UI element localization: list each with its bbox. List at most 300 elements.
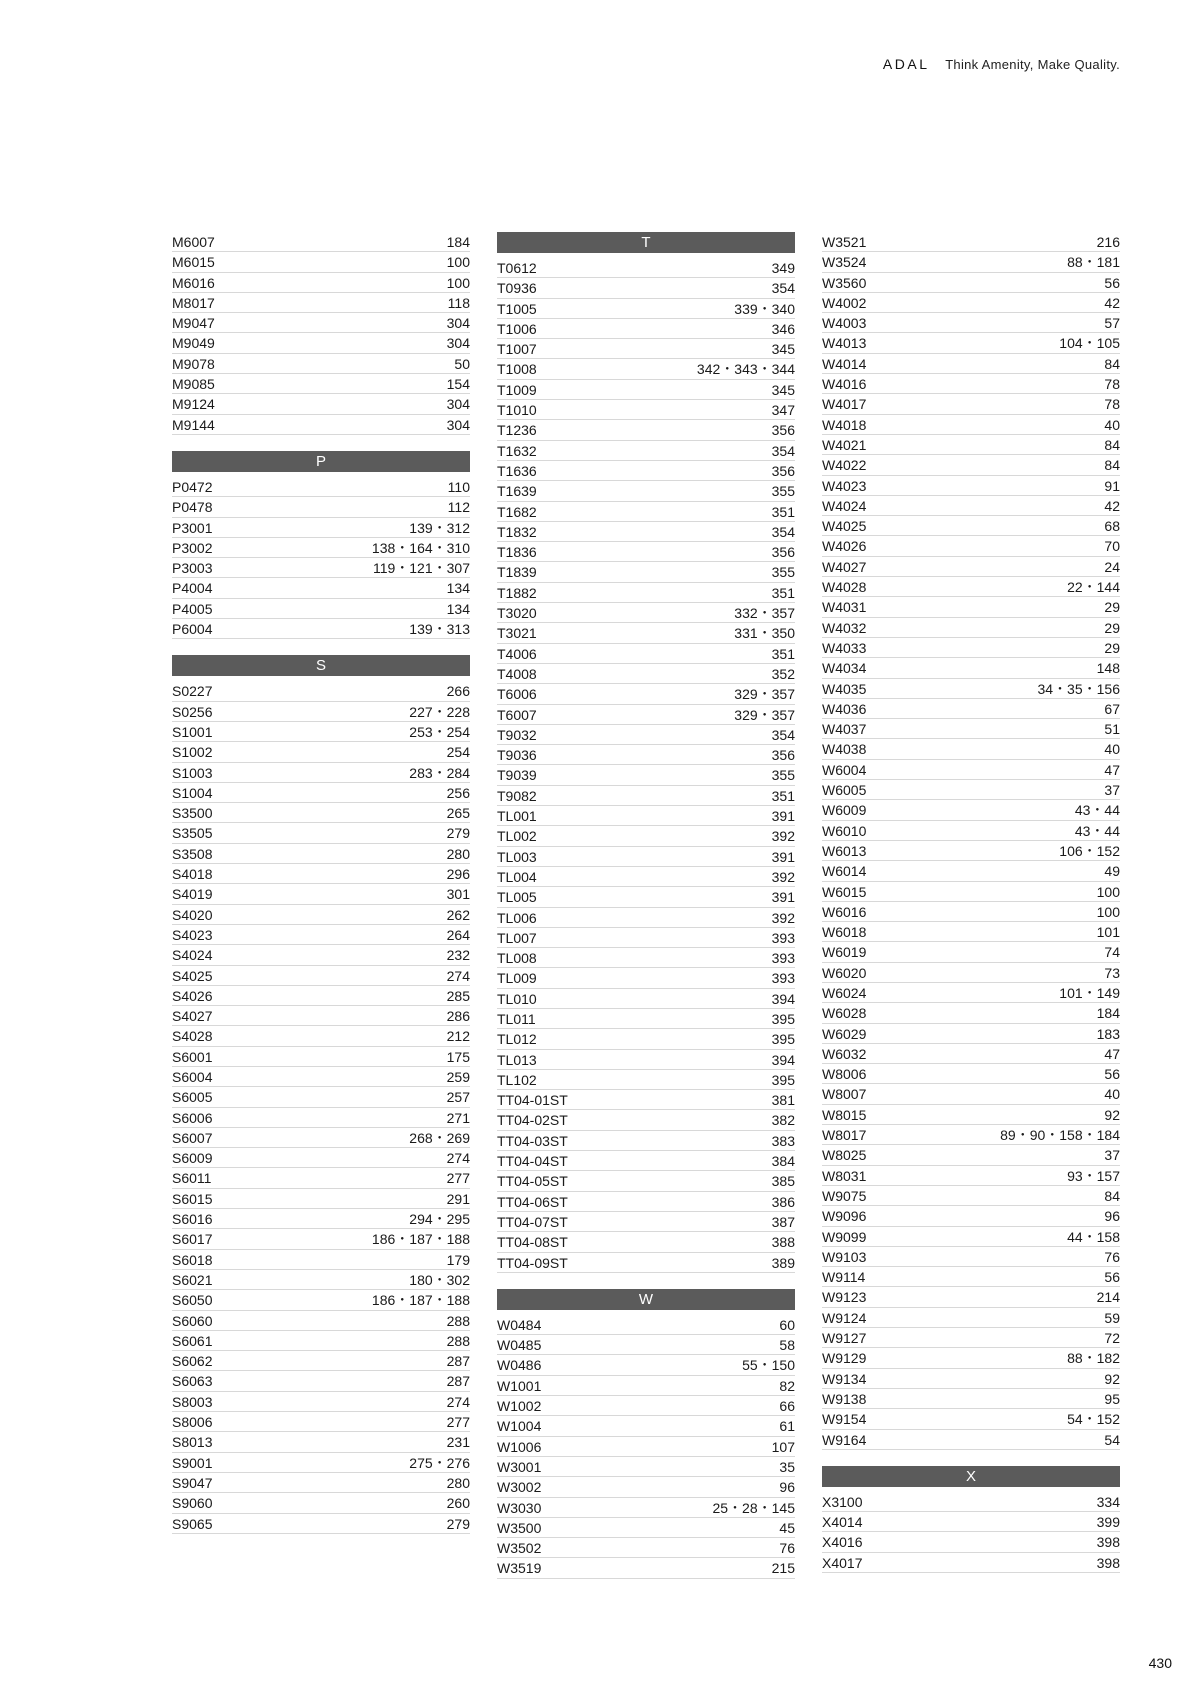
page-references: 138・164・310 [371,539,470,556]
product-code: W6019 [822,944,867,961]
index-row [172,415,470,435]
page-references: 57 [1104,315,1120,332]
product-code: W3521 [822,234,867,250]
page-references: 354 [771,523,795,540]
page-references: 154 [446,376,470,393]
index-row [172,1473,470,1493]
page-references: 72 [1104,1330,1120,1347]
product-code: T6007 [497,706,537,723]
index-row [497,725,795,745]
index-row [822,1532,1120,1552]
page-references: 73 [1104,964,1120,981]
page-references: 264 [446,926,470,943]
index-row [822,1553,1120,1573]
index-row [172,599,470,619]
index-row [497,1171,795,1191]
index-row [822,1492,1120,1512]
product-code: W6018 [822,924,867,941]
page-references: 101・149 [1059,984,1120,1001]
page-references: 61 [779,1418,795,1435]
product-code: S6011 [172,1170,212,1187]
product-code: W8025 [822,1147,867,1164]
page-references: 285 [446,987,470,1004]
page-references: 274 [446,967,470,984]
product-code: W6015 [822,883,867,900]
page-references: 345 [771,381,795,398]
page-references: 304 [446,396,470,413]
index-row [822,1247,1120,1267]
product-code: T1009 [497,381,537,398]
product-code: W4028 [822,579,867,596]
product-code: W6029 [822,1025,867,1042]
product-code: S1001 [172,723,213,740]
page-references: 74 [1104,944,1120,961]
page-references: 60 [779,1316,795,1333]
index-row [822,273,1120,293]
product-code: TL010 [497,990,537,1007]
product-code: W4025 [822,518,867,535]
index-row [497,562,795,582]
page-references: 334 [1096,1493,1120,1510]
page-references: 384 [771,1153,795,1170]
product-code: M6007 [172,234,215,250]
product-code: S6021 [172,1271,213,1288]
index-row [497,948,795,968]
index-row [822,374,1120,394]
page-references: 42 [1104,294,1120,311]
index-row [172,1128,470,1148]
product-code: S1003 [172,764,213,781]
product-code: P3002 [172,539,213,556]
index-row [497,542,795,562]
index-row [822,800,1120,820]
page-references: 288 [446,1332,470,1349]
index-row [822,1308,1120,1328]
page-references: 280 [446,845,470,862]
page-references: 78 [1104,376,1120,393]
page-references: 349 [771,260,795,276]
index-row [497,400,795,420]
product-code: W9127 [822,1330,867,1347]
product-code: T1010 [497,402,537,419]
product-code: T4006 [497,645,537,662]
page-references: 37 [1104,782,1120,799]
product-code: X4017 [822,1554,863,1571]
index-row [172,538,470,558]
product-code: W4027 [822,558,867,575]
brand-tagline: Think Amenity, Make Quality. [945,57,1120,72]
product-code: TT04-04ST [497,1153,568,1170]
product-code: W4021 [822,436,867,453]
index-row [497,1232,795,1252]
page-references: 393 [771,929,795,946]
page-references: 215 [771,1560,795,1577]
product-code: TL012 [497,1031,537,1048]
index-row [172,742,470,762]
product-code: W3524 [822,254,867,271]
page-references: 84 [1104,436,1120,453]
page-references: 342・343・344 [696,361,795,378]
index-row [822,1430,1120,1450]
index-row [822,1186,1120,1206]
index-row [497,644,795,664]
product-code: W9075 [822,1187,867,1204]
index-row [822,1389,1120,1409]
index-row [172,1067,470,1087]
product-code: S6001 [172,1048,213,1065]
page-references: 59 [1104,1309,1120,1326]
page-references: 180・302 [409,1271,470,1288]
product-code: W8007 [822,1086,867,1103]
product-code: S9065 [172,1515,213,1532]
product-code: T1632 [497,442,537,459]
index-row [497,1518,795,1538]
index-row [822,1105,1120,1125]
page-references: 280 [446,1474,470,1491]
page-references: 212 [446,1028,470,1045]
index-row [497,1253,795,1273]
index-row [172,966,470,986]
page-references: 352 [771,665,795,682]
index-row [172,986,470,1006]
index-row [822,1084,1120,1104]
product-code: S3508 [172,845,213,862]
index-row [822,841,1120,861]
product-code: W4022 [822,457,867,474]
page-references: 22・144 [1067,579,1120,596]
product-code: X4014 [822,1514,863,1531]
product-code: TT04-01ST [497,1092,568,1109]
index-row [497,441,795,461]
index-row [497,664,795,684]
index-row [172,1229,470,1249]
product-code: S4027 [172,1008,213,1025]
index-row [172,1250,470,1270]
index-row [497,1335,795,1355]
page-references: 279 [446,1515,470,1532]
page-references: 266 [446,683,470,700]
page-references: 304 [446,315,470,332]
product-code: S6016 [172,1211,213,1228]
index-row [172,578,470,598]
page-references: 294・295 [409,1211,470,1228]
page-references: 51 [1104,721,1120,738]
product-code: TT04-05ST [497,1173,568,1190]
index-row [822,476,1120,496]
index-row [497,908,795,928]
index-row [497,1477,795,1497]
product-code: W0484 [497,1316,542,1333]
index-row [822,1369,1120,1389]
index-row [172,722,470,742]
product-code: S6004 [172,1068,213,1085]
index-row [497,359,795,379]
product-code: T3021 [497,625,537,642]
index-row [172,1371,470,1391]
product-code: M9085 [172,376,215,393]
index-row [172,293,470,313]
page-references: 392 [771,828,795,845]
index-row [172,333,470,353]
page-references: 107 [771,1438,795,1455]
page-references: 37 [1104,1147,1120,1164]
product-code: S6018 [172,1251,213,1268]
index-row [497,339,795,359]
page-references: 216 [1096,234,1120,250]
page-references: 93・157 [1067,1167,1120,1184]
page-references: 139・312 [409,519,470,536]
product-code: TL102 [497,1071,537,1088]
product-code: S4025 [172,967,213,984]
page-references: 84 [1104,457,1120,474]
product-code: W3030 [497,1499,542,1516]
product-code: M9144 [172,416,215,433]
product-code: T3020 [497,605,537,622]
product-code: W3500 [497,1519,542,1536]
index-row [172,232,470,252]
index-row [822,516,1120,536]
page-references: 382 [771,1112,795,1129]
index-row [497,1151,795,1171]
page-references: 355 [771,767,795,784]
page-references: 84 [1104,1187,1120,1204]
product-code: S8003 [172,1393,213,1410]
index-row [172,844,470,864]
page-references: 186・187・188 [371,1231,470,1248]
product-code: T1007 [497,341,537,358]
index-row [172,681,470,701]
page-references: 96 [779,1479,795,1496]
product-code: S4020 [172,906,213,923]
product-code: S3505 [172,825,213,842]
index-section [172,232,470,435]
index-row [172,1311,470,1331]
page-header [883,56,1120,72]
product-code: W9124 [822,1309,867,1326]
page-references: 398 [1096,1554,1120,1571]
page-references: 179 [446,1251,470,1268]
product-code: T1639 [497,483,537,500]
index-row [172,1392,470,1412]
section-letter-header: X [822,1466,1120,1487]
index-column-3 [822,232,1120,1573]
index-row [172,884,470,904]
page-references: 329・357 [734,686,795,703]
page-references: 92 [1104,1106,1120,1123]
page-references: 260 [446,1495,470,1512]
index-row [822,333,1120,353]
product-code: S4028 [172,1028,213,1045]
product-code: S6017 [172,1231,213,1248]
product-code: W6028 [822,1005,867,1022]
product-code: W1004 [497,1418,542,1435]
index-row [822,232,1120,252]
page-references: 134 [446,600,470,617]
index-row [497,806,795,826]
product-code: W4002 [822,294,867,311]
page-references: 29 [1104,619,1120,636]
page-references: 40 [1104,741,1120,758]
product-code: T1636 [497,462,537,479]
index-row [172,1432,470,1452]
product-code: W4036 [822,700,867,717]
index-row [497,1110,795,1130]
page-references: 275・276 [409,1454,470,1471]
product-code: T1836 [497,544,537,561]
index-row [497,502,795,522]
index-row [172,1168,470,1188]
product-code: W8017 [822,1127,867,1144]
index-row [172,1453,470,1473]
index-row [172,1209,470,1229]
page-references: 54 [1104,1431,1120,1448]
product-code: W6024 [822,984,867,1001]
page-references: 354 [771,280,795,297]
index-row [172,252,470,272]
page-references: 183 [1096,1025,1120,1042]
index-row [497,705,795,725]
product-code: TT04-08ST [497,1234,568,1251]
page-references: 351 [771,645,795,662]
product-code: M6015 [172,254,215,271]
product-code: W6004 [822,761,867,778]
index-row [172,905,470,925]
index-row [497,1029,795,1049]
page-references: 56 [1104,1066,1120,1083]
page-references: 134 [446,580,470,597]
index-row [497,461,795,481]
index-row [822,983,1120,1003]
page-references: 40 [1104,1086,1120,1103]
index-row [822,1348,1120,1368]
page-references: 100 [1096,903,1120,920]
page-references: 78 [1104,396,1120,413]
index-row [497,623,795,643]
index-row [822,435,1120,455]
index-row [497,1558,795,1578]
product-code: T1682 [497,503,537,520]
index-row [497,765,795,785]
page-references: 100 [1096,883,1120,900]
index-row [497,786,795,806]
index-row [822,861,1120,881]
page-references: 385 [771,1173,795,1190]
index-row [172,1331,470,1351]
page-references: 43・44 [1074,822,1120,839]
index-row [822,658,1120,678]
page-references: 257 [446,1089,470,1106]
product-code: M6016 [172,274,215,291]
index-row [822,354,1120,374]
index-row [822,1409,1120,1429]
product-code: W4014 [822,355,867,372]
product-code: W6010 [822,822,867,839]
index-row [497,258,795,278]
index-row [822,1512,1120,1532]
index-section [497,232,795,1273]
index-row [172,619,470,639]
product-code: W9099 [822,1228,867,1245]
index-row [497,380,795,400]
product-code: TL011 [497,1010,536,1027]
index-row [822,963,1120,983]
product-code: P4005 [172,600,213,617]
product-code: S6009 [172,1150,213,1167]
index-row [497,826,795,846]
page-references: 381 [771,1092,795,1109]
page-references: 56 [1104,1269,1120,1286]
page-references: 394 [771,990,795,1007]
index-row [172,273,470,293]
page-references: 44・158 [1067,1228,1120,1245]
index-row [497,847,795,867]
page-references: 89・90・158・184 [1000,1127,1120,1144]
product-code: M9124 [172,396,215,413]
page-references: 43・44 [1074,802,1120,819]
product-code: S9047 [172,1474,213,1491]
index-row [822,496,1120,516]
index-row [172,1514,470,1534]
index-row [497,1498,795,1518]
page-references: 288 [446,1312,470,1329]
index-row [822,780,1120,800]
product-code: TT04-03ST [497,1132,568,1149]
product-code: S8013 [172,1434,213,1451]
page-references: 388 [771,1234,795,1251]
page-references: 24 [1104,558,1120,575]
product-code: S1004 [172,784,213,801]
index-row [497,1416,795,1436]
product-code: W6020 [822,964,867,981]
page-references: 301 [446,886,470,903]
index-section [172,451,470,639]
section-letter-header: S [172,655,470,676]
index-row [822,455,1120,475]
page-references: 393 [771,950,795,967]
index-row [822,618,1120,638]
page-references: 101 [1096,924,1120,941]
section-letter-header: P [172,451,470,472]
product-code: S6005 [172,1089,213,1106]
product-code: W0485 [497,1337,542,1354]
product-code: W4003 [822,315,867,332]
product-code: W4024 [822,497,867,514]
page-references: 100 [446,274,470,291]
index-column-1 [172,232,470,1534]
index-row [172,925,470,945]
index-row [822,1328,1120,1348]
page-references: 253・254 [409,723,470,740]
product-code: T9032 [497,726,537,743]
page-references: 265 [446,805,470,822]
product-code: W4023 [822,477,867,494]
product-code: S9001 [172,1454,213,1471]
page-references: 256 [446,784,470,801]
index-row [497,887,795,907]
product-code: TT04-09ST [497,1254,568,1271]
product-code: W4017 [822,396,867,413]
product-code: S6063 [172,1373,213,1390]
index-row [497,1090,795,1110]
index-section [172,655,470,1533]
product-code: W6009 [822,802,867,819]
page-references: 356 [771,544,795,561]
page-references: 391 [771,848,795,865]
product-code: W3001 [497,1458,542,1475]
index-row [497,1437,795,1457]
product-code: S6062 [172,1353,213,1370]
page-references: 387 [771,1213,795,1230]
